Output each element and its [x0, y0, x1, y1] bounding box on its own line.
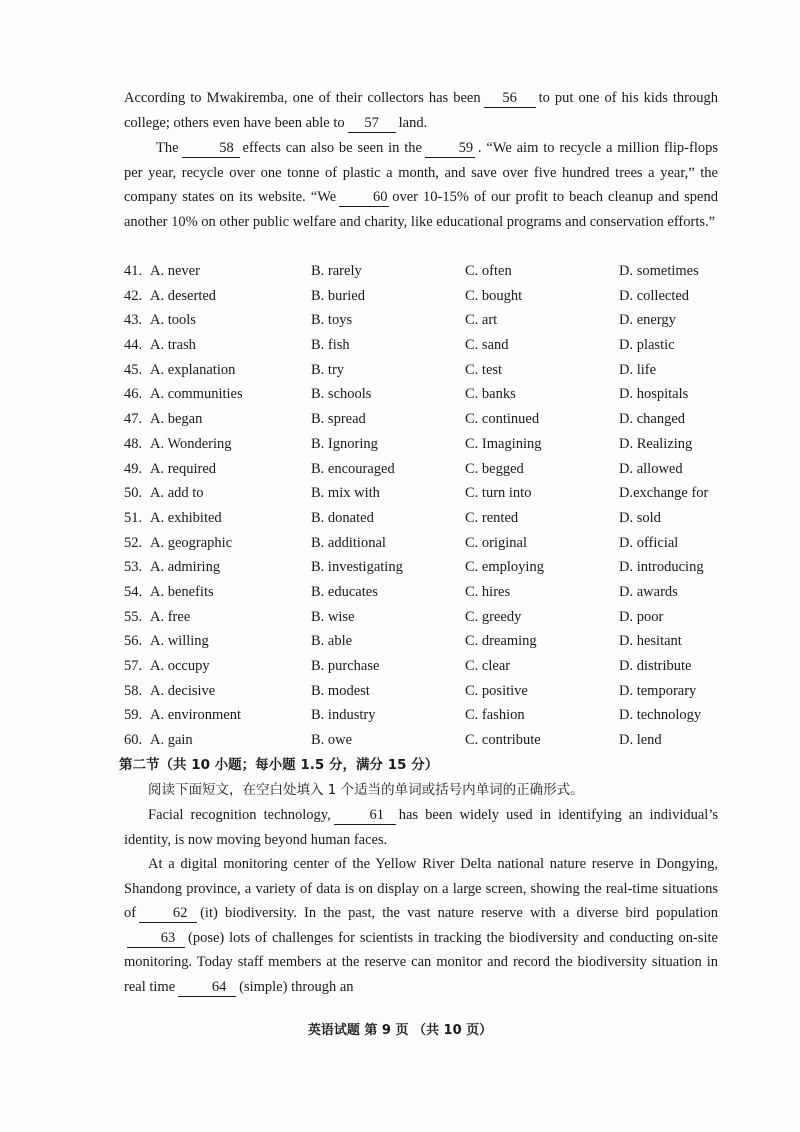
question-number: 55.	[124, 608, 143, 625]
option-d: D. energy	[619, 312, 676, 329]
option-b: B. encouraged	[311, 460, 395, 477]
option-b: B. toys	[311, 312, 353, 329]
text: The	[156, 140, 179, 156]
text: Facial recognition technology,	[148, 807, 331, 823]
option-a: A. began	[150, 411, 203, 428]
text: has been widely used in identifying an individual’s identity, is now moving beyond human faces.	[124, 807, 719, 848]
option-d: D. sold	[619, 509, 661, 526]
question-number: 43.	[124, 312, 143, 329]
option-d: D. poor	[619, 608, 664, 625]
option-a: A. occupy	[150, 658, 210, 674]
option-d: D. technology	[619, 707, 702, 724]
blank-60: 60	[339, 189, 389, 207]
option-d: D. hesitant	[619, 633, 682, 650]
text: to put one of his kids through college; others even have been able to	[124, 90, 719, 131]
option-b: B. wise	[311, 608, 355, 625]
option-c: C. fashion	[465, 707, 525, 724]
option-a: A. geographic	[150, 534, 233, 551]
option-c: C. contribute	[465, 732, 541, 749]
option-row-44	[124, 333, 724, 358]
option-a: A. gain	[150, 732, 193, 749]
option-b: B. additional	[311, 534, 386, 551]
option-row-50	[124, 481, 724, 506]
option-a: A. willing	[150, 633, 209, 650]
option-row-43	[124, 308, 724, 333]
option-c: C. greedy	[465, 608, 522, 625]
option-d: D. plastic	[619, 337, 675, 354]
passage2-paragraph-2	[124, 852, 718, 999]
option-a: A. required	[150, 460, 217, 477]
option-b: B. investigating	[311, 559, 403, 576]
option-d: D. official	[619, 534, 679, 551]
option-row-48	[124, 432, 724, 457]
question-number: 58.	[124, 682, 143, 699]
option-d: D. changed	[619, 411, 686, 428]
option-d: D. awards	[619, 583, 678, 600]
option-c: C. Imagining	[465, 435, 542, 452]
question-number: 53.	[124, 559, 143, 576]
question-number: 49.	[124, 460, 143, 477]
option-b: B. donated	[311, 509, 374, 526]
question-number: 56.	[124, 633, 143, 650]
option-b: B. spread	[311, 411, 366, 428]
question-number: 46.	[124, 386, 143, 403]
blank-56: 56	[484, 90, 536, 108]
question-number: 51.	[124, 509, 143, 526]
option-a: A. decisive	[150, 682, 216, 699]
question-number: 60.	[124, 732, 143, 749]
option-row-46	[124, 382, 724, 407]
blank-64: 64	[178, 979, 236, 997]
option-a: A. deserted	[150, 287, 217, 304]
option-b: B. buried	[311, 287, 365, 304]
option-d: D. life	[619, 361, 657, 378]
option-b: B. owe	[311, 732, 353, 749]
option-b: B. purchase	[311, 658, 380, 674]
text: (simple) through an	[239, 978, 354, 995]
option-b: B. educates	[311, 583, 378, 600]
question-number: 44.	[124, 337, 143, 354]
option-c: C. bought	[465, 287, 523, 304]
option-a: A. never	[150, 263, 200, 279]
option-c: C. hires	[465, 583, 511, 600]
option-row-54	[124, 580, 724, 605]
option-b: B. industry	[311, 707, 376, 724]
option-row-41	[124, 259, 724, 284]
question-number: 54.	[124, 583, 143, 600]
option-b: B. schools	[311, 386, 372, 403]
option-d: D. distribute	[619, 658, 692, 674]
option-a: A. free	[150, 608, 191, 625]
text: . “We aim to recycle a million flip-flops per year, recycle over one tonne of plastic a month, and save over five hundred trees a year,” the company states on its website. “We	[124, 140, 718, 205]
page-footer: 英语试题 第 9 页 （共 10 页）	[307, 1023, 493, 1038]
text: At a digital monitoring center of the Yellow River Delta national nature reserve in Dongying, Shandong province, a variety of data is on display on a large screen, showing the real-time situations of	[124, 856, 718, 921]
option-d: D. Realizing	[619, 435, 693, 452]
option-row-45	[124, 358, 724, 383]
option-c: C. clear	[465, 658, 511, 674]
question-number: 59.	[124, 707, 143, 724]
blank-58: 58	[182, 140, 240, 158]
section-instruction: 阅读下面短文，在空白处填入 1 个适当的单词或括号内单词的正确形式。	[148, 782, 584, 798]
option-b: B. modest	[311, 682, 370, 699]
option-b: B. mix with	[311, 485, 380, 502]
option-b: B. able	[311, 633, 353, 650]
option-d: D. introducing	[619, 559, 704, 576]
blank-62: 62	[139, 905, 197, 923]
section-title: 第二节（共 10 小题；每小题 1.5 分，满分 15 分）	[119, 757, 439, 773]
option-c: C. dreaming	[465, 633, 537, 650]
option-a: A. tools	[150, 312, 196, 329]
option-c: C. turn into	[465, 485, 532, 502]
option-d: D. collected	[619, 287, 690, 304]
option-c: C. original	[465, 534, 528, 551]
option-a: A. admiring	[150, 559, 221, 576]
option-c: C. employing	[465, 559, 544, 576]
question-number: 47.	[124, 411, 143, 428]
option-c: C. positive	[465, 682, 528, 699]
option-row-47	[124, 407, 724, 432]
blank-59: 59	[425, 140, 475, 158]
option-b: B. rarely	[311, 263, 362, 279]
option-a: A. communities	[150, 386, 243, 403]
text: land.	[398, 114, 428, 131]
option-d: D. temporary	[619, 682, 697, 699]
option-row-53	[124, 555, 724, 580]
blank-57: 57	[348, 115, 396, 133]
option-d: D. allowed	[619, 460, 683, 477]
option-row-56	[124, 629, 724, 654]
option-a: A. add to	[150, 485, 204, 502]
text: (it) biodiversity. In the past, the vast nature reserve with a diverse bird population	[200, 905, 718, 921]
option-b: B. Ignoring	[311, 435, 378, 452]
option-a: A. environment	[150, 707, 242, 724]
question-number: 57.	[124, 658, 143, 674]
question-number: 50.	[124, 485, 143, 502]
option-row-52	[124, 531, 724, 556]
option-row-51	[124, 506, 724, 531]
option-a: A. benefits	[150, 583, 214, 600]
question-number: 41.	[124, 263, 143, 279]
option-row-57	[124, 654, 724, 679]
option-c: C. banks	[465, 386, 516, 403]
option-a: A. Wondering	[150, 435, 232, 452]
option-d: D.exchange for	[619, 485, 709, 502]
option-row-60	[124, 728, 724, 753]
option-a: A. trash	[150, 337, 196, 354]
option-c: C. continued	[465, 411, 540, 428]
option-b: B. try	[311, 361, 345, 378]
option-b: B. fish	[311, 337, 350, 354]
option-d: D. lend	[619, 732, 662, 749]
option-c: C. begged	[465, 460, 524, 477]
question-number: 48.	[124, 435, 143, 452]
passage2-paragraph-1	[124, 803, 718, 852]
passage-paragraph-2	[124, 136, 718, 234]
text: effects can also be seen in the	[242, 140, 422, 156]
option-c: C. rented	[465, 509, 519, 526]
option-a: A. exhibited	[150, 509, 222, 526]
text: According to Mwakiremba, one of their collectors has been	[124, 90, 481, 106]
option-c: C. sand	[465, 337, 509, 354]
passage-paragraph-1	[124, 86, 718, 135]
option-d: D. hospitals	[619, 386, 689, 403]
text: (pose) lots of challenges for scientists in tracking the biodiversity and conducting on-site monitoring. Today staff members at the reserve can monitor and record the biodiversity situation in real time	[124, 929, 718, 995]
option-c: C. art	[465, 312, 498, 329]
option-d: D. sometimes	[619, 263, 699, 279]
question-number: 45.	[124, 361, 143, 378]
question-number: 52.	[124, 534, 143, 551]
option-c: C. often	[465, 263, 512, 279]
option-a: A. explanation	[150, 361, 236, 378]
option-row-59	[124, 703, 724, 728]
option-row-42	[124, 284, 724, 309]
option-row-58	[124, 679, 724, 704]
option-row-55	[124, 605, 724, 630]
blank-61: 61	[334, 807, 396, 825]
text: over 10-15% of our profit to beach cleanup and spend another 10% on other public welfare and charity, like educational programs and conservation efforts.”	[124, 189, 718, 230]
option-c: C. test	[465, 361, 503, 378]
question-number: 42.	[124, 287, 143, 304]
options-list	[124, 259, 724, 753]
option-row-49	[124, 457, 724, 482]
blank-63: 63	[127, 930, 185, 948]
